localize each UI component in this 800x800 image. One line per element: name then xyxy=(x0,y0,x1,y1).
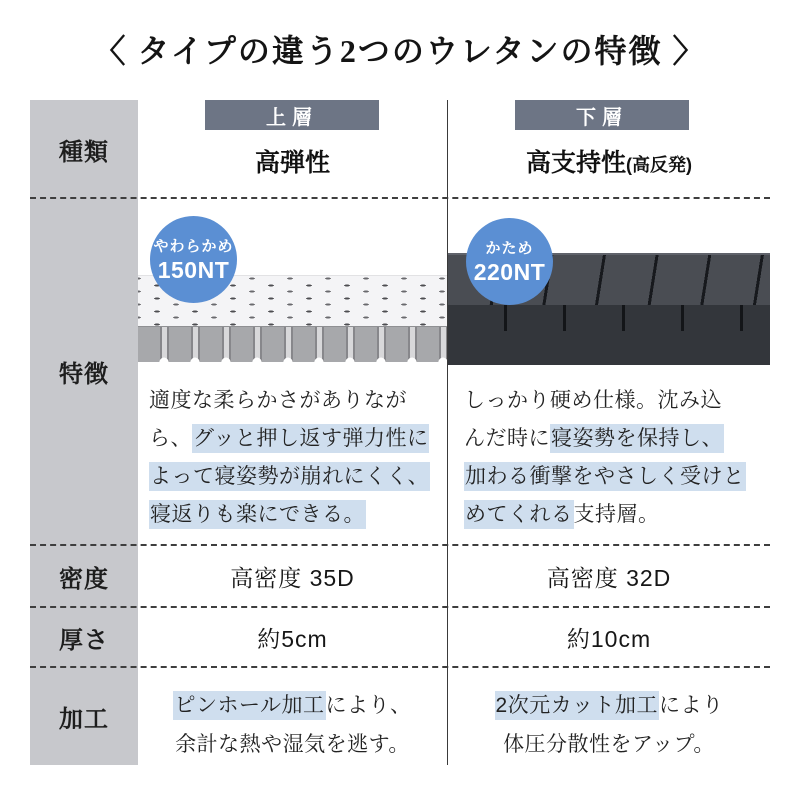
firmness-label: やわらかめ xyxy=(153,238,234,255)
row-label-processing: 加工 xyxy=(59,706,109,733)
density-value-right: 高密度 32D xyxy=(546,564,672,591)
text-line xyxy=(464,458,770,496)
lower-layer-badge: 下層 xyxy=(515,100,689,130)
plain-text: 体圧分散性をアップ。 xyxy=(503,733,715,756)
text-line xyxy=(464,496,770,534)
slit-front-side xyxy=(448,305,770,365)
feature-description-left xyxy=(149,382,449,534)
processing-description-left xyxy=(138,686,447,764)
firmness-value: 220NT xyxy=(473,259,546,285)
highlighted-text: 加わる衝撃をやさしく受けと xyxy=(464,462,746,491)
grooved-front-side xyxy=(138,326,447,362)
highlighted-text: 寝返りも楽にできる。 xyxy=(149,500,366,529)
highlighted-text: 2次元カット加工 xyxy=(495,691,659,720)
plain-text: 適度な柔らかさがありなが xyxy=(149,389,407,412)
text-line xyxy=(138,686,447,725)
highlighted-text: 寝姿勢を保持し、 xyxy=(550,424,724,453)
text-line xyxy=(149,420,449,458)
highlighted-text: ピンホール加工 xyxy=(173,691,325,720)
text-line xyxy=(149,382,449,420)
density-value-left: 高密度 35D xyxy=(230,564,355,591)
processing-description-right xyxy=(448,686,770,764)
text-line xyxy=(149,496,449,534)
highlighted-text: よって寝姿勢が崩れにくく、 xyxy=(149,462,430,491)
type-name-right-note: (高反発) xyxy=(626,155,692,175)
firmness-badge-firm xyxy=(466,218,553,305)
firmness-badge-soft xyxy=(150,216,237,303)
plain-text: ら、 xyxy=(149,427,192,450)
plain-text: により、 xyxy=(325,694,412,717)
text-line xyxy=(448,686,770,725)
feature-description-right xyxy=(464,382,770,534)
thickness-value-left: 約5cm xyxy=(257,626,328,652)
firmness-label: かため xyxy=(485,240,534,257)
type-name-right xyxy=(448,143,770,179)
text-line xyxy=(149,458,449,496)
plain-text: により xyxy=(658,694,724,717)
plain-text: 支持層。 xyxy=(573,503,660,526)
page-title: 〈 タイプの違う2つのウレタンの特徴 〉 xyxy=(93,33,707,69)
text-line xyxy=(138,725,447,764)
text-line xyxy=(464,382,770,420)
text-line xyxy=(464,420,770,458)
plain-text: んだ時に xyxy=(464,427,550,450)
highlighted-text: グッと押し返す弾力性に xyxy=(192,424,429,453)
type-name-left-text: 高弾性 xyxy=(254,149,330,177)
thickness-value-right: 約10cm xyxy=(566,626,652,652)
row-label-density: 密度 xyxy=(59,565,109,593)
row-divider xyxy=(30,197,770,199)
firmness-value: 150NT xyxy=(157,257,230,283)
row-label-feature: 特徴 xyxy=(59,361,109,388)
type-name-right-text: 高支持性 xyxy=(525,149,626,177)
plain-text: 余計な熱や湿気を逃す。 xyxy=(175,733,410,756)
upper-layer-badge: 上層 xyxy=(205,100,379,130)
row-label-thickness: 厚さ xyxy=(59,627,109,654)
plain-text: しっかり硬め仕様。沈み込 xyxy=(464,389,722,412)
highlighted-text: めてくれる xyxy=(464,500,574,529)
row-label-type: 種類 xyxy=(59,138,109,166)
text-line xyxy=(448,725,770,764)
type-name-left xyxy=(138,143,447,179)
